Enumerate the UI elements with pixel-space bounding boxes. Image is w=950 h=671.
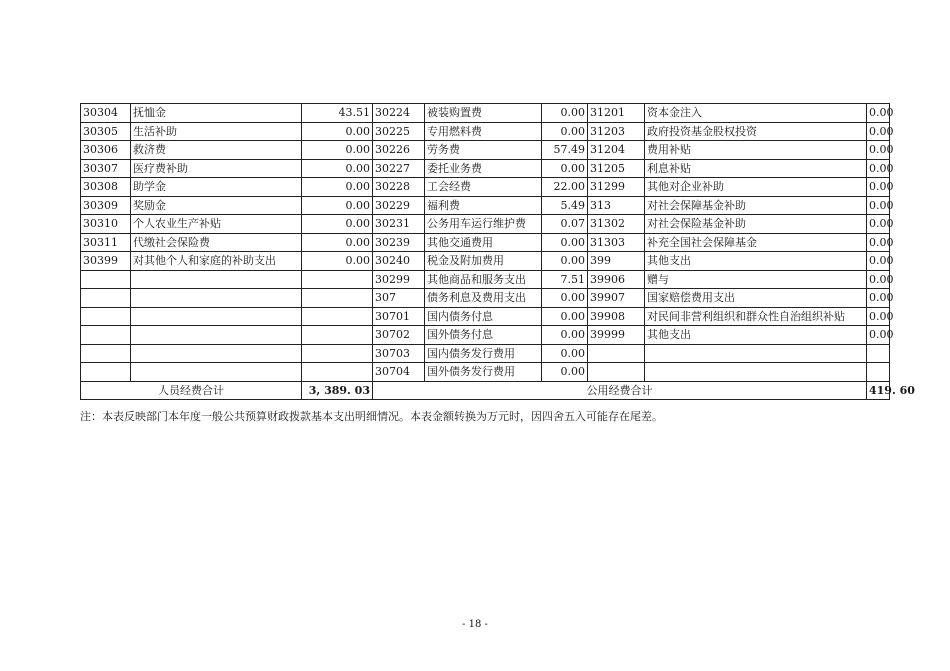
personnel-amount-cell: 0.00 (302, 159, 373, 178)
public-amount-cell: 0.00 (542, 363, 588, 382)
table-row (81, 363, 890, 382)
public-code-cell: 30226 (373, 141, 425, 160)
other-code-cell: 39999 (588, 326, 645, 345)
other-name-cell (645, 363, 867, 382)
personnel-code-cell: 30308 (81, 178, 131, 197)
other-code-cell: 31299 (588, 178, 645, 197)
personnel-amount-cell: 0.00 (302, 233, 373, 252)
other-name-cell: 国家赔偿费用支出 (645, 289, 867, 308)
table-row (81, 307, 890, 326)
other-name-cell: 补充全国社会保障基金 (645, 233, 867, 252)
public-name-cell: 国外债务付息 (425, 326, 542, 345)
other-code-cell: 31204 (588, 141, 645, 160)
personnel-name-cell: 助学金 (131, 178, 302, 197)
personnel-amount-cell (302, 307, 373, 326)
personnel-name-cell: 奖励金 (131, 196, 302, 215)
personnel-code-cell: 30399 (81, 252, 131, 271)
other-amount-cell: 0.00 (867, 122, 890, 141)
personnel-code-cell: 30305 (81, 122, 131, 141)
other-amount-cell: 0.00 (867, 215, 890, 234)
personnel-name-cell: 生活补助 (131, 122, 302, 141)
public-amount-cell: 0.00 (542, 289, 588, 308)
personnel-amount-cell: 0.00 (302, 178, 373, 197)
other-amount-cell: 0.00 (867, 270, 890, 289)
other-code-cell: 31205 (588, 159, 645, 178)
other-amount-cell: 0.00 (867, 252, 890, 271)
other-code-cell: 31203 (588, 122, 645, 141)
other-name-cell: 其他支出 (645, 326, 867, 345)
other-code-cell (588, 344, 645, 363)
personnel-code-cell: 30309 (81, 196, 131, 215)
public-amount-cell: 7.51 (542, 270, 588, 289)
other-name-cell: 资本金注入 (645, 104, 867, 123)
personnel-name-cell (131, 326, 302, 345)
public-name-cell: 国内债务发行费用 (425, 344, 542, 363)
public-code-cell: 30702 (373, 326, 425, 345)
public-amount-cell: 0.00 (542, 252, 588, 271)
personnel-total-label: 人员经费合计 (81, 381, 302, 400)
totals-row (81, 381, 890, 400)
personnel-amount-cell (302, 289, 373, 308)
personnel-name-cell: 抚恤金 (131, 104, 302, 123)
personnel-code-cell (81, 270, 131, 289)
personnel-code-cell: 30311 (81, 233, 131, 252)
other-amount-cell: 0.00 (867, 233, 890, 252)
other-name-cell: 费用补贴 (645, 141, 867, 160)
public-name-cell: 债务利息及费用支出 (425, 289, 542, 308)
personnel-amount-cell: 43.51 (302, 104, 373, 123)
public-amount-cell: 0.00 (542, 104, 588, 123)
other-code-cell: 313 (588, 196, 645, 215)
public-amount-cell: 0.00 (542, 233, 588, 252)
other-amount-cell (867, 363, 890, 382)
table-row (81, 289, 890, 308)
personnel-code-cell: 30310 (81, 215, 131, 234)
other-name-cell: 对社会保险基金补助 (645, 215, 867, 234)
personnel-name-cell: 代缴社会保险费 (131, 233, 302, 252)
personnel-amount-cell (302, 344, 373, 363)
public-name-cell: 税金及附加费用 (425, 252, 542, 271)
personnel-code-cell: 30307 (81, 159, 131, 178)
other-name-cell: 其他对企业补助 (645, 178, 867, 197)
personnel-name-cell: 个人农业生产补贴 (131, 215, 302, 234)
public-name-cell: 专用燃料费 (425, 122, 542, 141)
personnel-name-cell (131, 344, 302, 363)
other-name-cell (645, 344, 867, 363)
public-code-cell: 30229 (373, 196, 425, 215)
personnel-name-cell: 救济费 (131, 141, 302, 160)
other-code-cell: 39908 (588, 307, 645, 326)
public-code-cell: 307 (373, 289, 425, 308)
other-amount-cell (867, 344, 890, 363)
public-amount-cell: 0.00 (542, 344, 588, 363)
public-name-cell: 国内债务付息 (425, 307, 542, 326)
other-amount-cell: 0.00 (867, 196, 890, 215)
public-code-cell: 30225 (373, 122, 425, 141)
public-name-cell: 其他交通费用 (425, 233, 542, 252)
public-code-cell: 30231 (373, 215, 425, 234)
public-code-cell: 30299 (373, 270, 425, 289)
public-name-cell: 委托业务费 (425, 159, 542, 178)
personnel-code-cell: 30304 (81, 104, 131, 123)
public-amount-cell: 0.00 (542, 122, 588, 141)
other-code-cell (588, 363, 645, 382)
personnel-code-cell: 30306 (81, 141, 131, 160)
other-name-cell: 政府投资基金股权投资 (645, 122, 867, 141)
table-row (81, 326, 890, 345)
personnel-amount-cell (302, 363, 373, 382)
public-code-cell: 30239 (373, 233, 425, 252)
other-name-cell: 赠与 (645, 270, 867, 289)
public-code-cell: 30240 (373, 252, 425, 271)
other-code-cell: 31201 (588, 104, 645, 123)
other-amount-cell: 0.00 (867, 141, 890, 160)
page-number: - 18 - (462, 619, 488, 630)
personnel-amount-cell: 0.00 (302, 252, 373, 271)
other-amount-cell: 0.00 (867, 289, 890, 308)
personnel-name-cell (131, 289, 302, 308)
table-row (81, 344, 890, 363)
table-row (81, 233, 890, 252)
public-amount-cell: 22.00 (542, 178, 588, 197)
personnel-amount-cell: 0.00 (302, 122, 373, 141)
personnel-amount-cell: 0.00 (302, 215, 373, 234)
public-code-cell: 30704 (373, 363, 425, 382)
public-code-cell: 30703 (373, 344, 425, 363)
public-amount-cell: 5.49 (542, 196, 588, 215)
public-amount-cell: 0.07 (542, 215, 588, 234)
personnel-code-cell (81, 289, 131, 308)
public-name-cell: 工会经费 (425, 178, 542, 197)
table-row (81, 178, 890, 197)
other-amount-cell: 0.00 (867, 159, 890, 178)
personnel-name-cell (131, 270, 302, 289)
personnel-code-cell (81, 326, 131, 345)
personnel-name-cell: 医疗费补助 (131, 159, 302, 178)
table-row (81, 270, 890, 289)
table-row (81, 122, 890, 141)
table-row (81, 159, 890, 178)
table-note: 注：本表反映部门本年度一般公共预算财政拨款基本支出明细情况。本表金额转换为万元时，因四舍五入可能存在尾差。 (80, 410, 663, 423)
table-row (81, 215, 890, 234)
public-name-cell: 国外债务发行费用 (425, 363, 542, 382)
other-amount-cell: 0.00 (867, 307, 890, 326)
personnel-code-cell (81, 344, 131, 363)
other-name-cell: 对民间非营利组织和群众性自治组织补贴 (645, 307, 867, 326)
personnel-name-cell (131, 363, 302, 382)
public-name-cell: 福利费 (425, 196, 542, 215)
personnel-code-cell (81, 307, 131, 326)
budget-table (80, 103, 915, 400)
table-row (81, 252, 890, 271)
other-amount-cell: 0.00 (867, 104, 890, 123)
public-amount-cell: 0.00 (542, 307, 588, 326)
public-code-cell: 30227 (373, 159, 425, 178)
personnel-amount-cell: 0.00 (302, 141, 373, 160)
personnel-amount-cell (302, 270, 373, 289)
public-code-cell: 30701 (373, 307, 425, 326)
public-total-label: 公用经费合计 (373, 381, 867, 400)
public-code-cell: 30228 (373, 178, 425, 197)
other-code-cell: 39906 (588, 270, 645, 289)
other-code-cell: 31302 (588, 215, 645, 234)
public-total-value: 419. 60 (867, 381, 890, 400)
public-name-cell: 被装购置费 (425, 104, 542, 123)
public-name-cell: 公务用车运行维护费 (425, 215, 542, 234)
personnel-amount-cell (302, 326, 373, 345)
personnel-name-cell (131, 307, 302, 326)
other-code-cell: 31303 (588, 233, 645, 252)
public-name-cell: 其他商品和服务支出 (425, 270, 542, 289)
other-code-cell: 399 (588, 252, 645, 271)
personnel-code-cell (81, 363, 131, 382)
personnel-amount-cell: 0.00 (302, 196, 373, 215)
other-name-cell: 其他支出 (645, 252, 867, 271)
other-amount-cell: 0.00 (867, 178, 890, 197)
table-row (81, 104, 890, 123)
public-amount-cell: 0.00 (542, 159, 588, 178)
other-name-cell: 对社会保障基金补助 (645, 196, 867, 215)
other-code-cell: 39907 (588, 289, 645, 308)
personnel-name-cell: 对其他个人和家庭的补助支出 (131, 252, 302, 271)
public-name-cell: 劳务费 (425, 141, 542, 160)
other-name-cell: 利息补贴 (645, 159, 867, 178)
table-row (81, 141, 890, 160)
public-amount-cell: 0.00 (542, 326, 588, 345)
public-amount-cell: 57.49 (542, 141, 588, 160)
table-row (81, 196, 890, 215)
public-code-cell: 30224 (373, 104, 425, 123)
personnel-total-value: 3, 389. 03 (302, 381, 373, 400)
other-amount-cell: 0.00 (867, 326, 890, 345)
